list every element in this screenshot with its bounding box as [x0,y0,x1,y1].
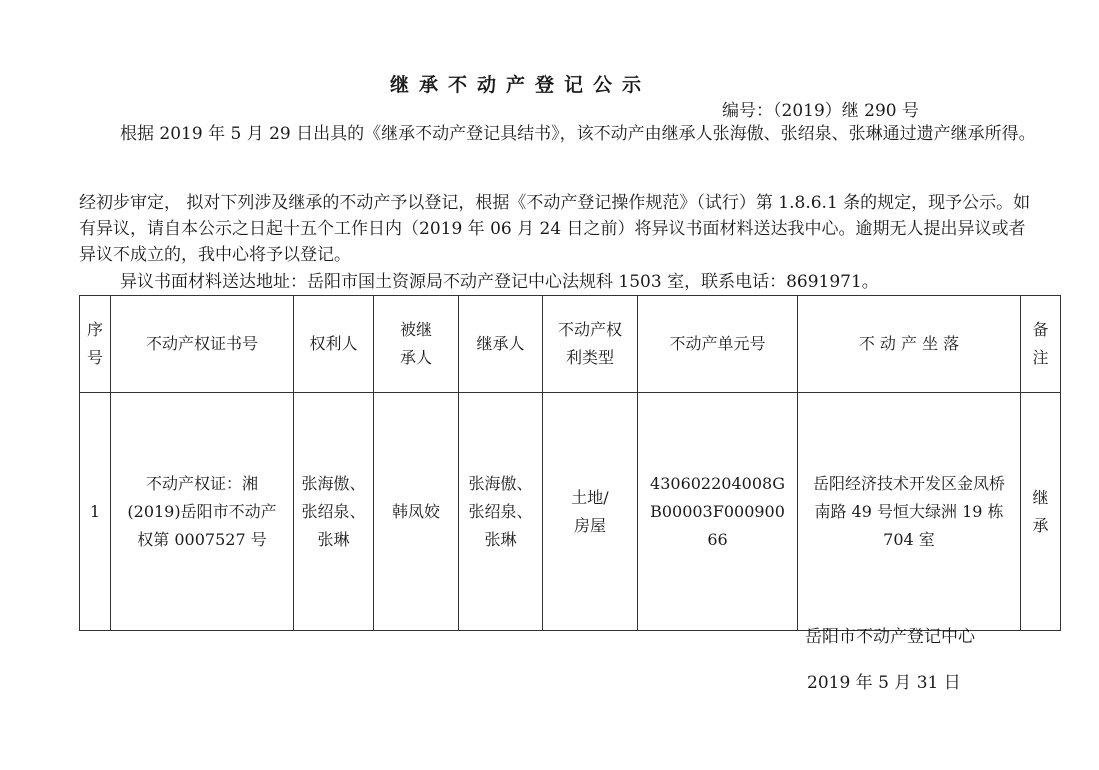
header-location: 不 动 产 坐 落 [798,296,1021,393]
header-obligee: 权利人 [294,296,374,393]
header-right-type: 不动产权利类型 [543,296,638,393]
issue-date: 2019 年 5 月 31 日 [807,673,961,693]
issuing-organization: 岳阳市不动产登记中心 [805,627,975,647]
document-number: 编号：（2019）继 290 号 [722,101,920,121]
paragraph-objection-address: 异议书面材料送达地址：岳阳市国土资源局不动产登记中心法规科 1503 室，联系电话：8691971。 [120,272,879,292]
cell-cert-no: 不动产权证：湘(2019)岳阳市不动产权第 0007527 号 [111,393,294,631]
header-seq: 序号 [80,296,111,393]
paragraph-review-notice: 经初步审定， 拟对下列涉及继承的不动产予以登记，根据《不动产登记操作规范》（试行）第 1.8.6.1 条的规定，现予公示。如有异议，请自本公示之日起十五个工作日内（2019 年 06 月 24 日之前）将异议书面材料送达我中心。逾期无人提出异议或者异议不成立的，我中心将予以登记。 [79,193,1031,265]
header-unit-no: 不动产单元号 [638,296,798,393]
cell-obligee: 张海傲、张绍泉、张琳 [294,393,374,631]
table-header-row [80,296,1061,393]
cell-remark: 继承 [1021,393,1061,631]
cell-right-type: 土地/房屋 [543,393,638,631]
header-cert-no: 不动产权证书号 [111,296,294,393]
table-row [80,393,1061,631]
header-heir: 继承人 [459,296,543,393]
cell-unit-no: 430602204008GB00003F00090066 [638,393,798,631]
cell-heir: 张海傲、张绍泉、张琳 [459,393,543,631]
property-table [79,295,1061,631]
header-decedent: 被继承人 [374,296,459,393]
paragraph-inheritance-basis: 根据 2019 年 5 月 29 日出具的《继承不动产登记具结书》，该不动产由继承人张海傲、张绍泉、张琳通过遗产继承所得。 [120,124,1036,144]
cell-location: 岳阳经济技术开发区金凤桥南路 49 号恒大绿洲 19 栋 704 室 [798,393,1021,631]
header-remark: 备注 [1021,296,1061,393]
cell-seq: 1 [80,393,111,631]
page-title: 继承不动产登记公示 [390,74,652,96]
cell-decedent: 韩凤姣 [374,393,459,631]
